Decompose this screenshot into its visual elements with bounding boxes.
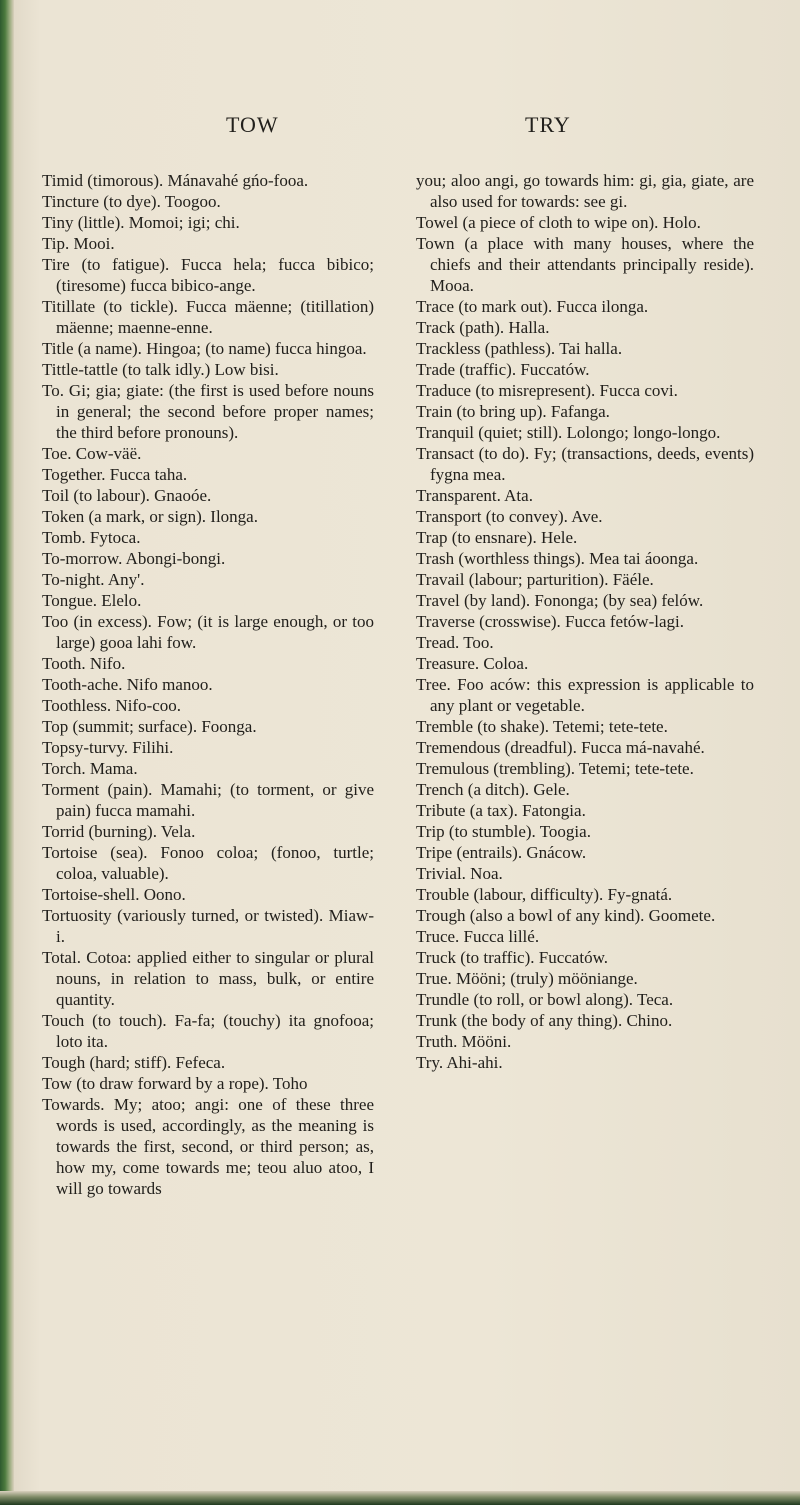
dictionary-entry: Trash (worthless things). Mea tai áoonga. [416,549,699,568]
dictionary-entry: Torch. Mama. [42,759,138,778]
dictionary-entry: Total. Cotoa: applied either to singular or plural nouns, in relation to mass, bulk, or entire quantity. [42,948,374,1009]
dictionary-entry: Tread. Too. [416,633,494,652]
dictionary-entry: Tip. Mooi. [42,234,115,253]
dictionary-entry: Trundle (to roll, or bowl along). Teca. [416,990,674,1009]
dictionary-entry: Tortuosity (variously turned, or twisted). Miaw-i. [42,906,374,946]
dictionary-entry: Token (a mark, or sign). Ilonga. [42,507,258,526]
running-header-right: TRY [525,112,571,137]
dictionary-entry: Tortoise-shell. Oono. [42,885,186,904]
dictionary-entry: Tough (hard; stiff). Fefeca. [42,1053,226,1072]
dictionary-entry: Try. Ahi-ahi. [416,1053,503,1072]
dictionary-entry: Together. Fucca taha. [42,465,188,484]
dictionary-entry: Tiny (little). Momoi; igi; chi. [42,213,240,232]
dictionary-entry: Trip (to stumble). Toogia. [416,822,591,841]
dictionary-entry: Tooth. Nifo. [42,654,126,673]
dictionary-entry: Timid (timorous). Mánavahé gńo-fooa. [42,171,309,190]
dictionary-entry: Truth. Mööni. [416,1032,512,1051]
dictionary-entry: Too (in excess). Fow; (it is large enough, or too large) gooa lahi fow. [42,612,374,652]
dictionary-entry: Track (path). Halla. [416,318,550,337]
dictionary-entry: Traverse (crosswise). Fucca fetów-lagi. [416,612,684,631]
dictionary-entry: Torment (pain). Mamahi; (to torment, or give pain) fucca mamahi. [42,780,374,820]
dictionary-entry: Title (a name). Hingoa; (to name) fucca hingoa. [42,339,367,358]
dictionary-entry: Tongue. Elelo. [42,591,142,610]
dictionary-entry: Trade (traffic). Fuccatów. [416,360,590,379]
dictionary-entry: Touch (to touch). Fa-fa; (touchy) ita gnofooa; loto ita. [42,1011,374,1051]
dictionary-entry: Town (a place with many houses, where the chiefs and their attendants principally reside). Mooa. [416,234,754,295]
dictionary-entry: Tire (to fatigue). Fucca hela; fucca bibico; (tiresome) fucca bibico-ange. [42,255,374,295]
dictionary-entry: Tremendous (dreadful). Fucca má-navahé. [416,738,705,757]
page-binding-edge [0,0,14,1505]
dictionary-entry: To-night. Any'. [42,570,145,589]
dictionary-entry: Trivial. Noa. [416,864,503,883]
dictionary-entry: Top (summit; surface). Foonga. [42,717,257,736]
dictionary-entry: Towards. My; atoo; angi: one of these three words is used, accordingly, as the meaning is towards the first, second, or third person; as, how my, come towards me; teou aluo atoo, I will go towards [42,1095,374,1198]
dictionary-entry: Truce. Fucca lillé. [416,927,540,946]
right-column [416,170,754,1073]
dictionary-entry: Trace (to mark out). Fucca ilonga. [416,297,649,316]
running-header-left: TOW [226,112,279,137]
dictionary-entry: Trunk (the body of any thing). Chino. [416,1011,673,1030]
dictionary-entry: Traduce (to misrepresent). Fucca covi. [416,381,678,400]
dictionary-entry: Trough (also a bowl of any kind). Goomete. [416,906,716,925]
dictionary-entry: True. Mööni; (truly) mööniange. [416,969,638,988]
dictionary-entry: Tripe (entrails). Gnácow. [416,843,587,862]
dictionary-entry: Trouble (labour, difficulty). Fy-gnatá. [416,885,673,904]
dictionary-entry: Toil (to labour). Gnaoóe. [42,486,212,505]
dictionary-entry: Truck (to traffic). Fuccatów. [416,948,608,967]
dictionary-entry: Travel (by land). Fononga; (by sea) felów. [416,591,704,610]
dictionary-entry: Torrid (burning). Vela. [42,822,196,841]
dictionary-entry: To-morrow. Abongi-bongi. [42,549,226,568]
dictionary-entry: Tomb. Fytoca. [42,528,141,547]
dictionary-entry: Towel (a piece of cloth to wipe on). Holo. [416,213,701,232]
dictionary-entry: Travail (labour; parturition). Fäéle. [416,570,654,589]
dictionary-entry: Trap (to ensnare). Hele. [416,528,578,547]
dictionary-entry: Tow (to draw forward by a rope). Toho [42,1074,308,1093]
dictionary-entry: Train (to bring up). Fafanga. [416,402,610,421]
left-column [42,170,374,1199]
dictionary-entry: Tree. Foo aców: this expression is applicable to any plant or vegetable. [416,675,754,715]
dictionary-entry: Trackless (pathless). Tai halla. [416,339,623,358]
page-bottom-edge [0,1491,800,1505]
dictionary-entry: To. Gi; gia; giate: (the first is used before nouns in general; the second before proper names; the third before pronouns). [42,381,374,442]
dictionary-entry: Tincture (to dye). Toogoo. [42,192,221,211]
dictionary-entry: you; aloo angi, go towards him: gi, gia, giate, are also used for towards: see gi. [416,171,754,211]
dictionary-entry: Toothless. Nifo-coo. [42,696,182,715]
dictionary-entry: Topsy-turvy. Filihi. [42,738,174,757]
dictionary-entry: Tribute (a tax). Fatongia. [416,801,586,820]
dictionary-entry: Tranquil (quiet; still). Lolongo; longo-longo. [416,423,721,442]
dictionary-entry: Tooth-ache. Nifo manoo. [42,675,213,694]
dictionary-entry: Tremble (to shake). Tetemi; tete-tete. [416,717,668,736]
dictionary-entry: Toe. Cow-väë. [42,444,142,463]
dictionary-entry: Transact (to do). Fy; (transactions, deeds, events) fygna mea. [416,444,754,484]
dictionary-entry: Transport (to convey). Ave. [416,507,603,526]
dictionary-entry: Treasure. Coloa. [416,654,529,673]
dictionary-entry: Trench (a ditch). Gele. [416,780,570,799]
dictionary-entry: Tortoise (sea). Fonoo coloa; (fonoo, turtle; coloa, valuable). [42,843,374,883]
dictionary-entry: Titillate (to tickle). Fucca mäenne; (titillation) mäenne; maenne-enne. [42,297,374,337]
dictionary-entry: Tittle-tattle (to talk idly.) Low bisi. [42,360,279,379]
dictionary-entry: Transparent. Ata. [416,486,533,505]
dictionary-entry: Tremulous (trembling). Tetemi; tete-tete. [416,759,694,778]
